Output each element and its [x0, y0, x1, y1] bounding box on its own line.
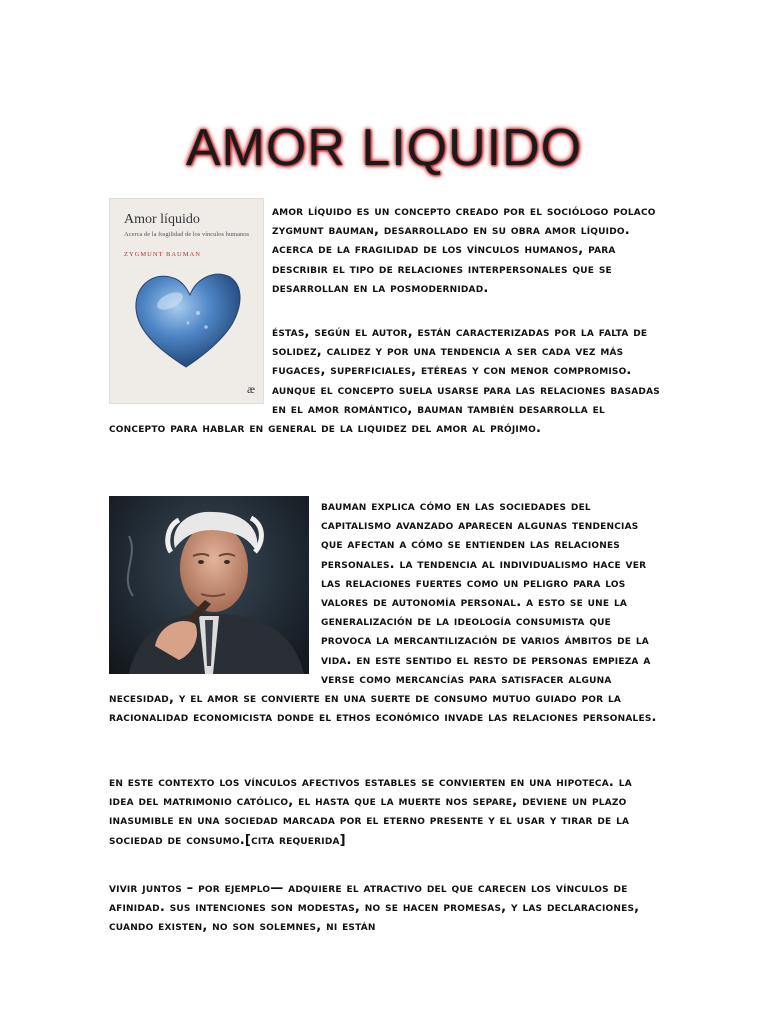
- paragraph-3: bauman explica cómo en las sociedades del capitalismo avanzado aparecen algunas tendencias que afectan a cómo se entienden las relaciones personales. la tendencia al individualismo hace ver las relaciones fuertes como un peligro para los valores de autonomía personal. a esto se une la generalización de la ideología consumista que provoca la mercantilización de varios ámbitos de la vida. en este sentido el resto de personas empieza a verse como mercancías para satisfacer alguna necesidad, y el amor se convierte en una suerte de consumo mutuo guiado por la racionalidad economicista donde el ethos económico invade las relaciones personales.: [109, 499, 657, 726]
- page-title: AMOR LIQUIDO: [185, 119, 583, 177]
- paragraph-5: vivir juntos – por ejemplo— adquiere el atractivo del que carecen los vínculos de afinidad. sus intenciones son modestas, no se hacen promesas, y las declaraciones, cuando existen, no son solemnes, ni están: [109, 881, 640, 935]
- book-cover-subtitle: Acerca de la fragilidad de los vínculos humanos: [124, 231, 250, 238]
- publisher-logo: æ: [246, 382, 255, 396]
- paragraph-4: en este contexto los vínculos afectivos estables se convierten en una hipoteca. la idea del matrimonio católico, el hasta que la muerte nos separe, deviene un plazo inasumible en una sociedad marcada por el eterno presente y el usar y tirar de la sociedad de consumo.[cita requerida]: [109, 775, 632, 848]
- book-cover-title: Amor líquido: [124, 212, 200, 227]
- book-cover-author: ZYGMUNT BAUMAN: [124, 251, 201, 258]
- paragraph-1: amor líquido es un concepto creado por el sociólogo polaco zygmunt bauman, desarrollado en su obra amor líquido. acerca de la fragilidad de los vínculos humanos, para describir el tipo de relaciones interpersonales que se desarrollan en la posmodernidad.: [272, 204, 656, 296]
- paragraph-2: éstas, según el autor, están caracterizadas por la falta de solidez, calidez y por una tendencia a ser cada vez más fugaces, superficiales, etéreas y con menor compromiso. aunque el concepto suela usarse para las relaciones basadas en el amor romántico, bauman también desarrolla el concepto para hablar en general de la liquidez del amor al prójimo.: [109, 325, 660, 437]
